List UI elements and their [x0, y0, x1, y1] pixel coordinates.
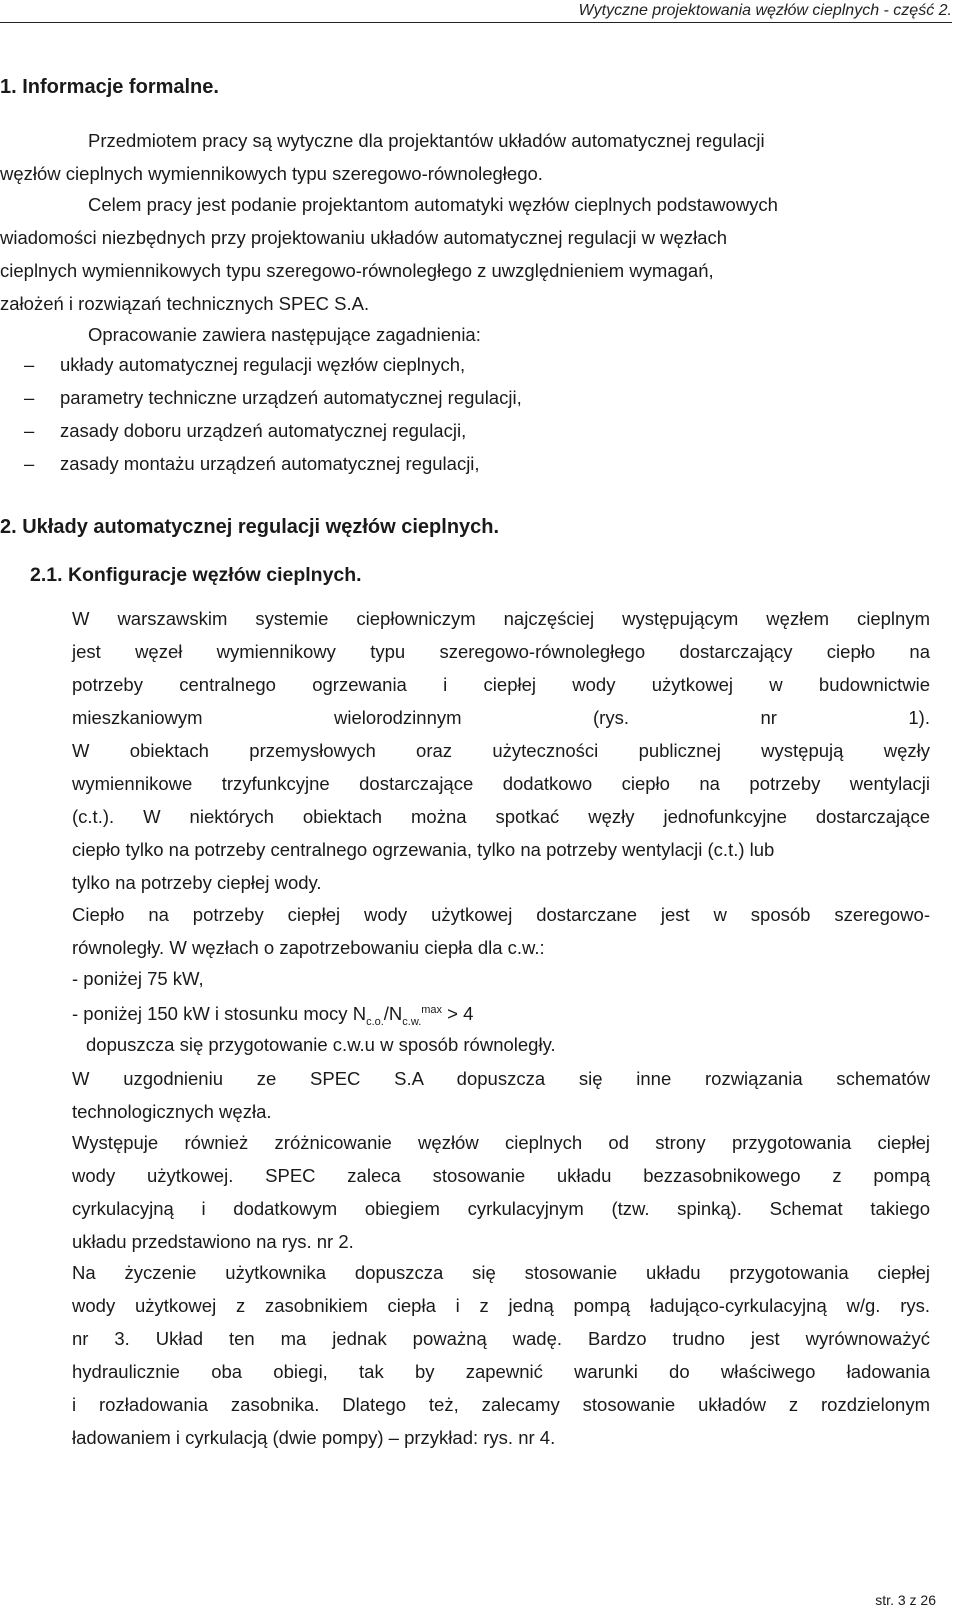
section-2-1-heading: 2.1. Konfiguracje węzłów cieplnych.: [30, 564, 362, 586]
section-2-paragraph-4: [72, 1062, 930, 1128]
text-line: tylko na potrzeby ciepłej wody.: [72, 872, 322, 893]
text-line: W warszawskim systemie ciepłowniczym najczęściej występującym węzłem cieplnym: [72, 608, 930, 629]
header-divider: [0, 22, 952, 23]
text-line: potrzeby centralnego ogrzewania i ciepłej wody użytkowej w budownictwie: [72, 674, 930, 695]
text-line: Przedmiotem pracy są wytyczne dla projektantów układów automatycznej regulacji: [88, 130, 765, 151]
section-1-heading: 1. Informacje formalne.: [0, 76, 219, 98]
text-line: wody użytkowej. SPEC zaleca stosowanie układu bezzasobnikowego z pompą: [72, 1165, 930, 1186]
section-2-heading: 2. Układy automatycznej regulacji węzłów cieplnych.: [0, 516, 500, 538]
text-line: i rozładowania zasobnika. Dlatego też, zalecamy stosowanie układów z rozdzielonym: [72, 1394, 930, 1415]
dash-bullet-icon: –: [24, 453, 35, 474]
page-number: str. 3 z 26: [875, 1592, 936, 1608]
text-line: Ciepło na potrzeby ciepłej wody użytkowej dostarczane jest w sposób szeregowo-: [72, 904, 930, 925]
section-2-paragraph-1: [72, 602, 930, 734]
section-1-paragraph-3: Opracowanie zawiera następujące zagadnienia:: [88, 324, 481, 345]
text-line: mieszkaniowym wielorodzinnym (rys. nr 1).: [72, 707, 930, 728]
text-line: Na życzenie użytkownika dopuszcza się stosowanie układu przygotowania ciepłej: [72, 1262, 930, 1283]
text-line: wiadomości niezbędnych przy projektowaniu układów automatycznej regulacji w węzłach: [0, 227, 728, 248]
text-line: jest węzeł wymiennikowy typu szeregowo-równoległego dostarczający ciepło na: [72, 641, 930, 662]
dash-bullet-icon: –: [24, 420, 35, 441]
topics-list: [0, 348, 522, 480]
text-line: wody użytkowej z zasobnikiem ciepła i z jedną pompą ładująco-cyrkulacyjną w/g. rys.: [72, 1295, 930, 1316]
section-2-paragraph-3: [72, 898, 930, 964]
text-line: Występuje również zróżnicowanie węzłów cieplnych od strony przygotowania ciepłej: [72, 1132, 930, 1153]
text-line: Celem pracy jest podanie projektantom automatyki węzłów cieplnych podstawowych: [88, 194, 778, 215]
condition-1: - poniżej 75 kW,: [72, 968, 204, 989]
text-line: węzłów cieplnych wymiennikowych typu szeregowo-równoległego.: [0, 163, 543, 184]
dash-bullet-icon: –: [24, 387, 35, 408]
text-line: równoległy. W węzłach o zapotrzebowaniu ciepła dla c.w.:: [72, 937, 545, 958]
list-item: – zasady montażu urządzeń automatycznej regulacji,: [0, 447, 522, 480]
section-1-paragraph-1: [0, 124, 930, 190]
text-line: wymiennikowe trzyfunkcyjne dostarczające dodatkowo ciepło na potrzeby wentylacji: [72, 773, 930, 794]
text-line: układu przedstawiono na rys. nr 2.: [72, 1231, 354, 1252]
text-line: hydraulicznie oba obiegi, tak by zapewnić warunki do właściwego ładowania: [72, 1361, 930, 1382]
text-line: ładowaniem i cyrkulacją (dwie pompy) – przykład: rys. nr 4.: [72, 1427, 556, 1448]
header-title: Wytyczne projektowania węzłów cieplnych - część 2.: [578, 2, 952, 19]
text-line: (c.t.). W niektórych obiektach można spotkać węzły jednofunkcyjne dostarczające: [72, 806, 930, 827]
section-2-paragraph-2: [72, 734, 930, 899]
condition-3: dopuszcza się przygotowanie c.w.u w sposób równoległy.: [86, 1034, 556, 1055]
list-item: – układy automatycznej regulacji węzłów cieplnych,: [0, 348, 522, 381]
list-item: – parametry techniczne urządzeń automatycznej regulacji,: [0, 381, 522, 414]
condition-2: - poniżej 150 kW i stosunku mocy $N_{c.o.}/N_{c.w.}^{max} > 4$: [72, 1003, 474, 1028]
list-item: – zasady doboru urządzeń automatycznej regulacji,: [0, 414, 522, 447]
section-1-paragraph-2: [0, 188, 930, 320]
text-line: ciepło tylko na potrzeby centralnego ogrzewania, tylko na potrzeby wentylacji (c.t.) lub: [72, 839, 775, 860]
dash-bullet-icon: –: [24, 354, 35, 375]
text-line: technologicznych węzła.: [72, 1101, 272, 1122]
text-line: cieplnych wymiennikowych typu szeregowo-równoległego z uwzględnieniem wymagań,: [0, 260, 714, 281]
text-line: W uzgodnieniu ze SPEC S.A dopuszcza się inne rozwiązania schematów: [72, 1068, 930, 1089]
text-line: założeń i rozwiązań technicznych SPEC S.A.: [0, 293, 370, 314]
text-line: W obiektach przemysłowych oraz użyteczności publicznej występują węzły: [72, 740, 930, 761]
text-line: nr 3. Układ ten ma jednak poważną wadę. Bardzo trudno jest wyrównoważyć: [72, 1328, 930, 1349]
section-2-paragraph-5: [72, 1126, 930, 1258]
text-line: cyrkulacyjną i dodatkowym obiegiem cyrkulacyjnym (tzw. spinką). Schemat takiego: [72, 1198, 930, 1219]
section-2-paragraph-6: [72, 1256, 930, 1454]
